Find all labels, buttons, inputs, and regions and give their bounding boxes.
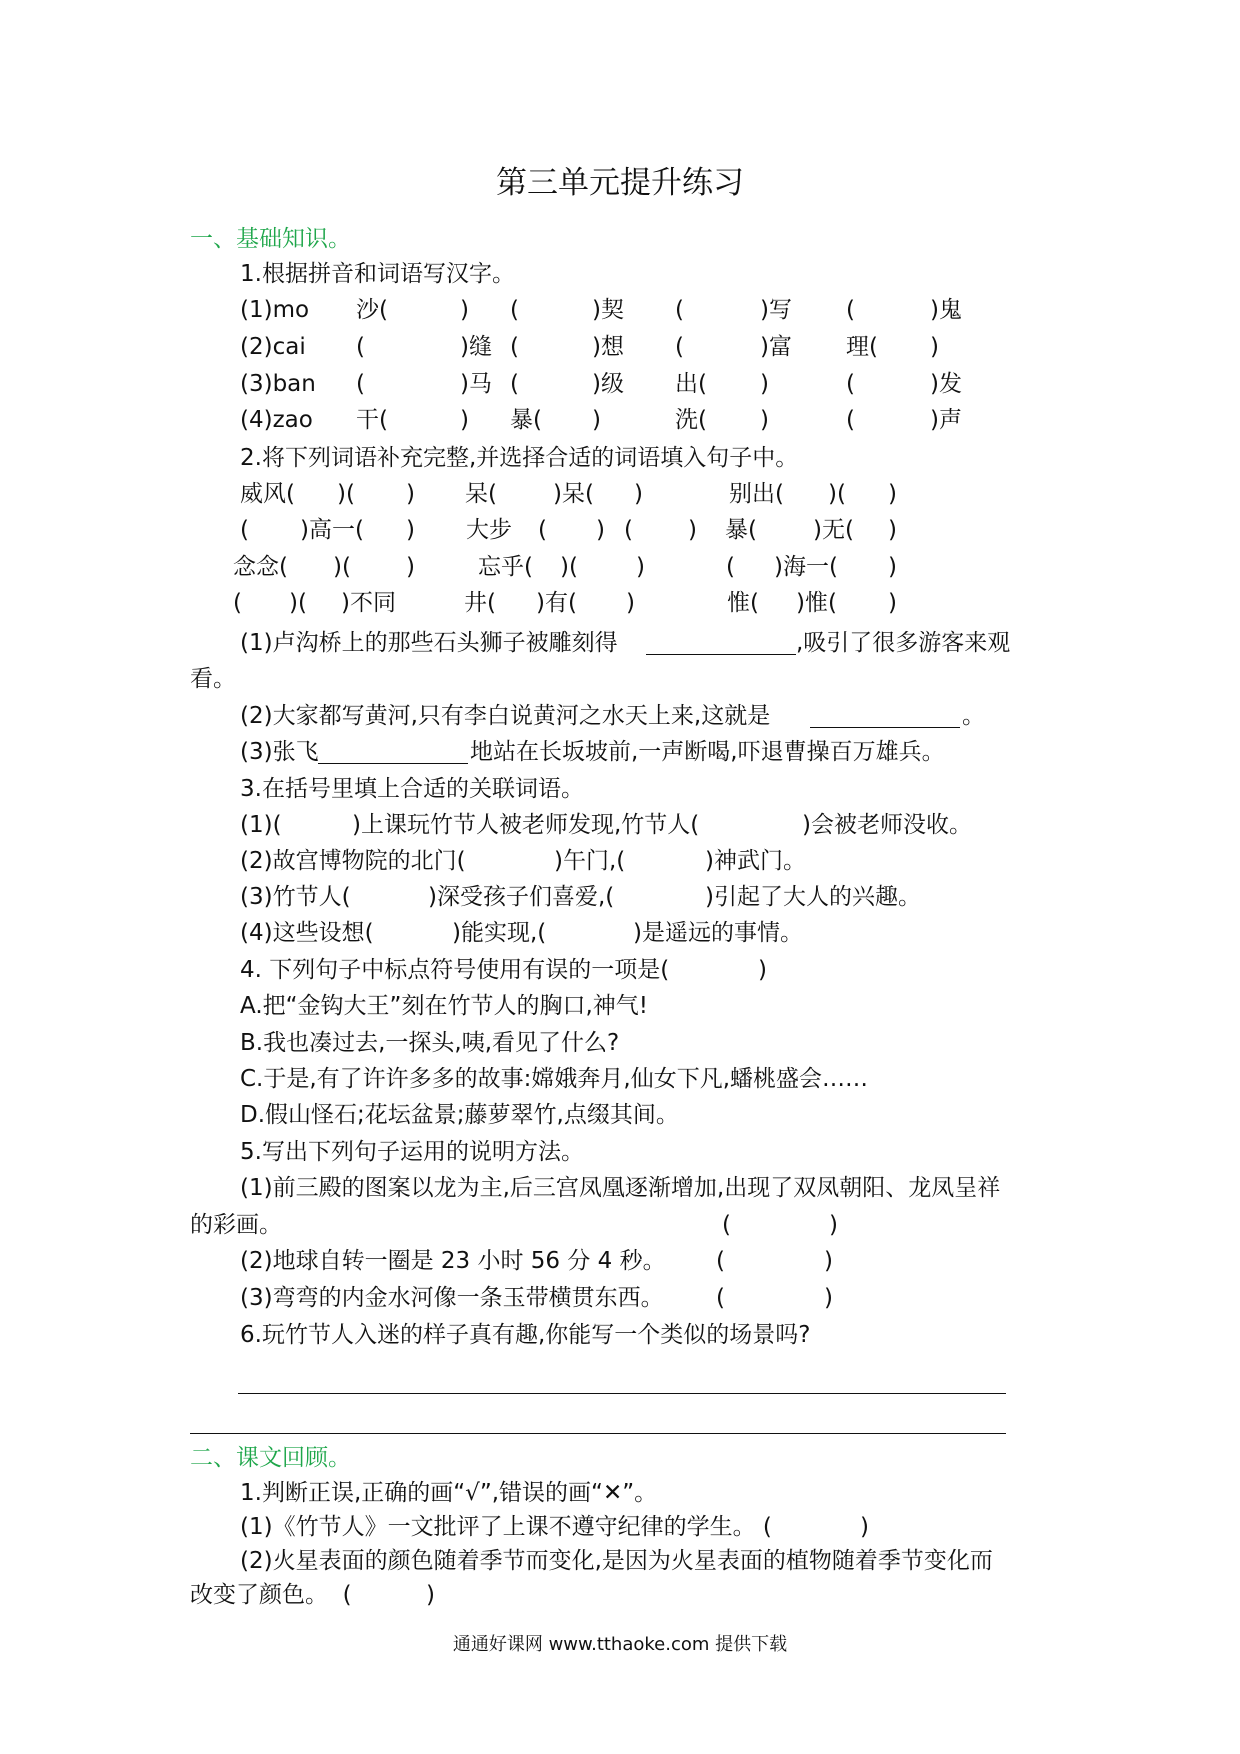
section-heading-basics: 一、基础知识。 bbox=[190, 226, 351, 252]
q4-prompt: 4. 下列句子中标点符号使用有误的一项是( ) bbox=[240, 957, 767, 983]
q1-row bbox=[0, 295, 1240, 325]
q3-item-3: (3)竹节人( )深受孩子们喜爱,( )引起了大人的兴趣。 bbox=[240, 884, 921, 910]
word-cell: ( bbox=[510, 297, 519, 323]
idiom-fragment: )惟( bbox=[796, 590, 837, 616]
idiom-fragment: )海一( bbox=[774, 554, 838, 580]
q5-paren-close-1: ) bbox=[829, 1212, 838, 1238]
q6-answer-line-1[interactable] bbox=[238, 1393, 1006, 1394]
idiom-fragment: ) bbox=[406, 481, 415, 507]
word-cell: 洗( bbox=[675, 407, 707, 433]
idiom-fragment: ) bbox=[636, 554, 645, 580]
idiom-fragment: ) bbox=[634, 481, 643, 507]
idiom-fragment: ( bbox=[726, 554, 735, 580]
idiom-fragment: 别出( bbox=[729, 481, 784, 507]
word-cell: ( bbox=[356, 334, 365, 360]
q2-row bbox=[0, 479, 1240, 509]
q2-answer-blank-3[interactable] bbox=[318, 763, 468, 764]
word-cell: )发 bbox=[930, 371, 962, 397]
q2-row bbox=[0, 515, 1240, 545]
idiom-fragment: ( bbox=[624, 517, 633, 543]
q3-item-2: (2)故宫博物院的北门( )午门,( )神武门。 bbox=[240, 848, 806, 874]
word-cell: )想 bbox=[592, 334, 624, 360]
idiom-fragment: 念念( bbox=[233, 554, 288, 580]
word-cell: )声 bbox=[930, 407, 962, 433]
idiom-fragment: 威风( bbox=[240, 481, 295, 507]
q2-sentence-3b: 地站在长坂坡前,一声断喝,吓退曹操百万雄兵。 bbox=[470, 739, 945, 765]
idiom-fragment: ( bbox=[538, 517, 547, 543]
idiom-fragment: )无( bbox=[813, 517, 854, 543]
section-heading-review: 二、课文回顾。 bbox=[190, 1445, 351, 1471]
word-cell: ) bbox=[760, 407, 769, 433]
word-cell: ( bbox=[356, 371, 365, 397]
q1-row bbox=[0, 332, 1240, 362]
q5-paren-open-2: ( bbox=[716, 1248, 725, 1274]
q2-sentence-2b: 。 bbox=[962, 703, 985, 729]
idiom-fragment: )( bbox=[828, 481, 846, 507]
q3-prompt: 3.在括号里填上合适的关联词语。 bbox=[240, 776, 584, 802]
word-cell: ( bbox=[510, 371, 519, 397]
word-cell: ( bbox=[846, 407, 855, 433]
q6-answer-line-2[interactable] bbox=[190, 1433, 1006, 1434]
word-cell: ( bbox=[846, 297, 855, 323]
q6-prompt: 6.玩竹节人入迷的样子真有趣,你能写一个类似的场景吗? bbox=[240, 1322, 811, 1348]
idiom-fragment: ) bbox=[688, 517, 697, 543]
word-cell: )马 bbox=[460, 371, 492, 397]
idiom-fragment: )呆( bbox=[553, 481, 594, 507]
word-cell: )级 bbox=[592, 371, 624, 397]
word-cell: ( bbox=[510, 334, 519, 360]
q4-option-a: A.把“金钩大王”刻在竹节人的胸口,神气! bbox=[240, 993, 649, 1019]
word-cell: ) bbox=[930, 334, 939, 360]
q2-answer-blank-2[interactable] bbox=[810, 727, 960, 728]
idiom-fragment: )( bbox=[560, 554, 578, 580]
idiom-fragment: 大步 bbox=[466, 517, 512, 543]
word-cell: ( bbox=[675, 297, 684, 323]
idiom-fragment: ) bbox=[888, 517, 897, 543]
word-cell: 暴( bbox=[510, 407, 542, 433]
word-cell: ( bbox=[675, 334, 684, 360]
idiom-fragment: ) bbox=[596, 517, 605, 543]
idiom-fragment: 暴( bbox=[725, 517, 757, 543]
idiom-fragment: ) bbox=[626, 590, 635, 616]
word-cell: 干( bbox=[356, 407, 388, 433]
idiom-fragment: 井( bbox=[464, 590, 496, 616]
word-cell: )契 bbox=[592, 297, 624, 323]
s2-q1-item-2b: 改变了颜色。 ( ) bbox=[190, 1582, 435, 1608]
idiom-fragment: )( bbox=[337, 481, 355, 507]
idiom-fragment: ) bbox=[888, 554, 897, 580]
idiom-fragment: )不同 bbox=[341, 590, 396, 616]
q5-paren-close-2: ) bbox=[824, 1248, 833, 1274]
idiom-fragment: 忘乎( bbox=[478, 554, 533, 580]
q5-item-1a: (1)前三殿的图案以龙为主,后三宫凤凰逐渐增加,出现了双凤朝阳、龙凤呈祥 bbox=[240, 1175, 1001, 1201]
pinyin-label: (1)mo bbox=[240, 297, 310, 323]
word-cell: )富 bbox=[760, 334, 792, 360]
q5-paren-open-1: ( bbox=[722, 1212, 731, 1238]
q5-item-3: (3)弯弯的内金水河像一条玉带横贯东西。 bbox=[240, 1285, 664, 1311]
word-cell: 沙( bbox=[356, 297, 388, 323]
word-cell: ) bbox=[760, 371, 769, 397]
q2-sentence-1a: (1)卢沟桥上的那些石头狮子被雕刻得 bbox=[240, 630, 618, 656]
idiom-fragment: )有( bbox=[536, 590, 577, 616]
q4-option-c: C.于是,有了许许多多的故事:嫦娥奔月,仙女下凡,蟠桃盛会…… bbox=[240, 1066, 869, 1092]
q4-option-d: D.假山怪石;花坛盆景;藤萝翠竹,点缀其间。 bbox=[240, 1102, 679, 1128]
q4-option-b: B.我也凑过去,一探头,咦,看见了什么? bbox=[240, 1030, 620, 1056]
q5-prompt: 5.写出下列句子运用的说明方法。 bbox=[240, 1139, 584, 1165]
q2-sentence-1c: 看。 bbox=[190, 666, 236, 692]
q5-paren-close-3: ) bbox=[824, 1285, 833, 1311]
idiom-fragment: )( bbox=[289, 590, 307, 616]
q5-item-2: (2)地球自转一圈是 23 小时 56 分 4 秒。 bbox=[240, 1248, 666, 1274]
word-cell: )缝 bbox=[460, 334, 492, 360]
q2-answer-blank-1[interactable] bbox=[646, 654, 796, 655]
idiom-fragment: ) bbox=[406, 554, 415, 580]
idiom-fragment: 惟( bbox=[727, 590, 759, 616]
idiom-fragment: ) bbox=[888, 481, 897, 507]
page-title: 第三单元提升练习 bbox=[496, 165, 744, 201]
q2-sentence-3a: (3)张飞 bbox=[240, 739, 319, 765]
word-cell: )写 bbox=[760, 297, 792, 323]
word-cell: ) bbox=[592, 407, 601, 433]
s2-q1-prompt: 1.判断正误,正确的画“√”,错误的画“✕”。 bbox=[240, 1480, 658, 1506]
q2-row bbox=[0, 552, 1240, 582]
footer-credit: 通通好课网 www.tthaoke.com 提供下载 bbox=[452, 1634, 788, 1655]
q3-item-1: (1)( )上课玩竹节人被老师发现,竹节人( )会被老师没收。 bbox=[240, 812, 972, 838]
q1-prompt: 1.根据拼音和词语写汉字。 bbox=[240, 261, 515, 287]
q2-prompt: 2.将下列词语补充完整,并选择合适的词语填入句子中。 bbox=[240, 445, 799, 471]
word-cell: ( bbox=[846, 371, 855, 397]
q5-paren-open-3: ( bbox=[716, 1285, 725, 1311]
word-cell: 理( bbox=[846, 334, 878, 360]
s2-q1-item-1: (1)《竹节人》一文批评了上课不遵守纪律的学生。 ( ) bbox=[240, 1514, 869, 1540]
word-cell: ) bbox=[460, 297, 469, 323]
q3-item-4: (4)这些设想( )能实现,( )是遥远的事情。 bbox=[240, 920, 803, 946]
q5-item-1b: 的彩画。 bbox=[190, 1212, 282, 1238]
word-cell: )鬼 bbox=[930, 297, 962, 323]
idiom-fragment: ( bbox=[233, 590, 242, 616]
pinyin-label: (4)zao bbox=[240, 407, 313, 433]
q1-row bbox=[0, 405, 1240, 435]
idiom-fragment: ) bbox=[406, 517, 415, 543]
q2-sentence-1b: ,吸引了很多游客来观 bbox=[796, 630, 1011, 656]
idiom-fragment: )高一( bbox=[300, 517, 364, 543]
idiom-fragment: ) bbox=[888, 590, 897, 616]
idiom-fragment: ( bbox=[240, 517, 249, 543]
q2-sentence-2a: (2)大家都写黄河,只有李白说黄河之水天上来,这就是 bbox=[240, 703, 771, 729]
q1-row bbox=[0, 369, 1240, 399]
s2-q1-item-2a: (2)火星表面的颜色随着季节而变化,是因为火星表面的植物随着季节变化而 bbox=[240, 1548, 993, 1574]
idiom-fragment: )( bbox=[333, 554, 351, 580]
word-cell: 出( bbox=[675, 371, 707, 397]
pinyin-label: (2)cai bbox=[240, 334, 306, 360]
q2-row bbox=[0, 588, 1240, 618]
idiom-fragment: 呆( bbox=[465, 481, 497, 507]
word-cell: ) bbox=[460, 407, 469, 433]
pinyin-label: (3)ban bbox=[240, 371, 316, 397]
